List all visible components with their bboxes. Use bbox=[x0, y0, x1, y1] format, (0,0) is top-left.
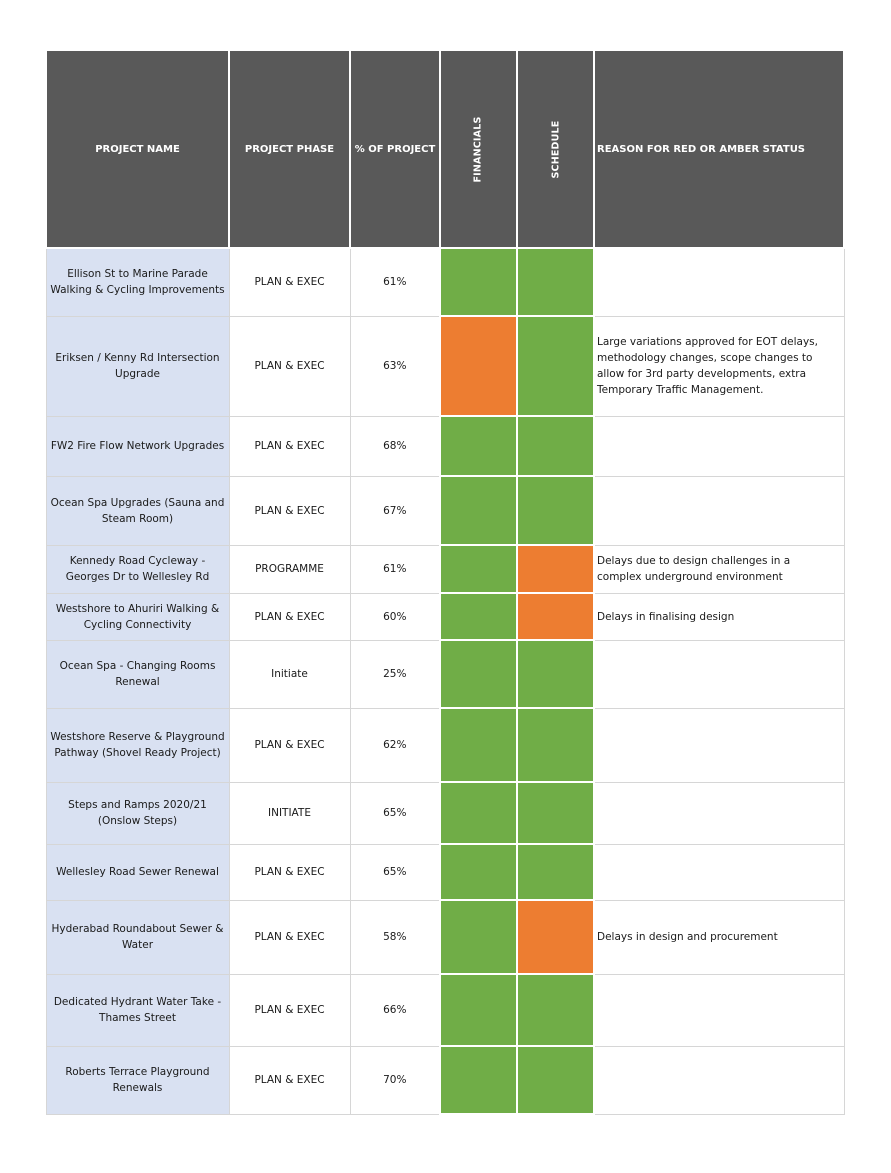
project-phase-cell: PLAN & EXEC bbox=[229, 844, 350, 900]
percent-cell: 65% bbox=[350, 844, 440, 900]
percent-cell: 67% bbox=[350, 476, 440, 545]
project-name-cell: Ocean Spa Upgrades (Sauna and Steam Room) bbox=[46, 476, 229, 545]
table-row bbox=[46, 316, 844, 416]
schedule-status-cell bbox=[517, 248, 594, 316]
header-project-name: PROJECT NAME bbox=[46, 50, 229, 248]
project-phase-cell: PLAN & EXEC bbox=[229, 416, 350, 476]
project-phase-cell: PLAN & EXEC bbox=[229, 593, 350, 640]
financials-status-cell bbox=[440, 593, 517, 640]
project-name-cell: Eriksen / Kenny Rd Intersection Upgrade bbox=[46, 316, 229, 416]
schedule-status-cell bbox=[517, 316, 594, 416]
project-phase-cell: PLAN & EXEC bbox=[229, 900, 350, 974]
financials-status-cell bbox=[440, 316, 517, 416]
financials-status-cell bbox=[440, 248, 517, 316]
table-row bbox=[46, 248, 844, 316]
percent-cell: 68% bbox=[350, 416, 440, 476]
percent-cell: 25% bbox=[350, 640, 440, 708]
percent-cell: 60% bbox=[350, 593, 440, 640]
project-phase-cell: PLAN & EXEC bbox=[229, 248, 350, 316]
table-row bbox=[46, 476, 844, 545]
project-name-cell: Wellesley Road Sewer Renewal bbox=[46, 844, 229, 900]
financials-status-cell bbox=[440, 708, 517, 782]
table-row bbox=[46, 640, 844, 708]
table-row bbox=[46, 416, 844, 476]
reason-cell: Delays due to design challenges in a complex underground environment bbox=[594, 545, 844, 593]
schedule-status-cell bbox=[517, 974, 594, 1046]
header-schedule: SCHEDULE bbox=[517, 50, 594, 248]
schedule-status-cell bbox=[517, 900, 594, 974]
header-reason: REASON FOR RED OR AMBER STATUS bbox=[594, 50, 844, 248]
reason-cell: Delays in design and procurement bbox=[594, 900, 844, 974]
financials-status-cell bbox=[440, 900, 517, 974]
reason-cell bbox=[594, 1046, 844, 1114]
schedule-status-cell bbox=[517, 545, 594, 593]
schedule-status-cell bbox=[517, 593, 594, 640]
financials-status-cell bbox=[440, 545, 517, 593]
reason-cell bbox=[594, 844, 844, 900]
project-name-cell: Westshore Reserve & Playground Pathway (Shovel Ready Project) bbox=[46, 708, 229, 782]
percent-cell: 65% bbox=[350, 782, 440, 844]
project-phase-cell: Initiate bbox=[229, 640, 350, 708]
project-phase-cell: PLAN & EXEC bbox=[229, 708, 350, 782]
table-row bbox=[46, 974, 844, 1046]
reason-cell bbox=[594, 416, 844, 476]
project-name-cell: FW2 Fire Flow Network Upgrades bbox=[46, 416, 229, 476]
schedule-status-cell bbox=[517, 640, 594, 708]
financials-status-cell bbox=[440, 640, 517, 708]
reason-cell bbox=[594, 476, 844, 545]
header-financials: FINANCIALS bbox=[440, 50, 517, 248]
table-row bbox=[46, 1046, 844, 1114]
table-row bbox=[46, 545, 844, 593]
reason-cell bbox=[594, 974, 844, 1046]
percent-cell: 63% bbox=[350, 316, 440, 416]
project-phase-cell: INITIATE bbox=[229, 782, 350, 844]
percent-cell: 61% bbox=[350, 248, 440, 316]
project-name-cell: Roberts Terrace Playground Renewals bbox=[46, 1046, 229, 1114]
project-phase-cell: PLAN & EXEC bbox=[229, 1046, 350, 1114]
schedule-status-cell bbox=[517, 708, 594, 782]
schedule-status-cell bbox=[517, 416, 594, 476]
reason-cell bbox=[594, 640, 844, 708]
header-project-phase: PROJECT PHASE bbox=[229, 50, 350, 248]
project-name-cell: Hyderabad Roundabout Sewer & Water bbox=[46, 900, 229, 974]
percent-cell: 62% bbox=[350, 708, 440, 782]
table-row bbox=[46, 900, 844, 974]
reason-cell bbox=[594, 782, 844, 844]
financials-status-cell bbox=[440, 476, 517, 545]
project-phase-cell: PLAN & EXEC bbox=[229, 974, 350, 1046]
schedule-status-cell bbox=[517, 844, 594, 900]
financials-status-cell bbox=[440, 974, 517, 1046]
percent-cell: 66% bbox=[350, 974, 440, 1046]
reason-cell: Delays in finalising design bbox=[594, 593, 844, 640]
project-status-table bbox=[45, 49, 845, 1115]
project-name-cell: Ellison St to Marine Parade Walking & Cycling Improvements bbox=[46, 248, 229, 316]
percent-cell: 70% bbox=[350, 1046, 440, 1114]
header-percent-of-project: % OF PROJECT bbox=[350, 50, 440, 248]
financials-status-cell bbox=[440, 416, 517, 476]
project-name-cell: Kennedy Road Cycleway - Georges Dr to Wellesley Rd bbox=[46, 545, 229, 593]
project-phase-cell: PLAN & EXEC bbox=[229, 476, 350, 545]
project-name-cell: Ocean Spa - Changing Rooms Renewal bbox=[46, 640, 229, 708]
percent-cell: 58% bbox=[350, 900, 440, 974]
reason-cell bbox=[594, 708, 844, 782]
schedule-status-cell bbox=[517, 782, 594, 844]
project-name-cell: Westshore to Ahuriri Walking & Cycling Connectivity bbox=[46, 593, 229, 640]
financials-status-cell bbox=[440, 782, 517, 844]
table-row bbox=[46, 844, 844, 900]
project-name-cell: Dedicated Hydrant Water Take - Thames Street bbox=[46, 974, 229, 1046]
project-name-cell: Steps and Ramps 2020/21 (Onslow Steps) bbox=[46, 782, 229, 844]
reason-cell: Large variations approved for EOT delays, methodology changes, scope changes to allow for 3rd party developments, extra Temporary Traffic Management. bbox=[594, 316, 844, 416]
table-header-row bbox=[46, 50, 844, 248]
table-row bbox=[46, 782, 844, 844]
schedule-status-cell bbox=[517, 476, 594, 545]
table-row bbox=[46, 593, 844, 640]
schedule-status-cell bbox=[517, 1046, 594, 1114]
percent-cell: 61% bbox=[350, 545, 440, 593]
financials-status-cell bbox=[440, 1046, 517, 1114]
project-phase-cell: PLAN & EXEC bbox=[229, 316, 350, 416]
table-row bbox=[46, 708, 844, 782]
financials-status-cell bbox=[440, 844, 517, 900]
reason-cell bbox=[594, 248, 844, 316]
project-phase-cell: PROGRAMME bbox=[229, 545, 350, 593]
